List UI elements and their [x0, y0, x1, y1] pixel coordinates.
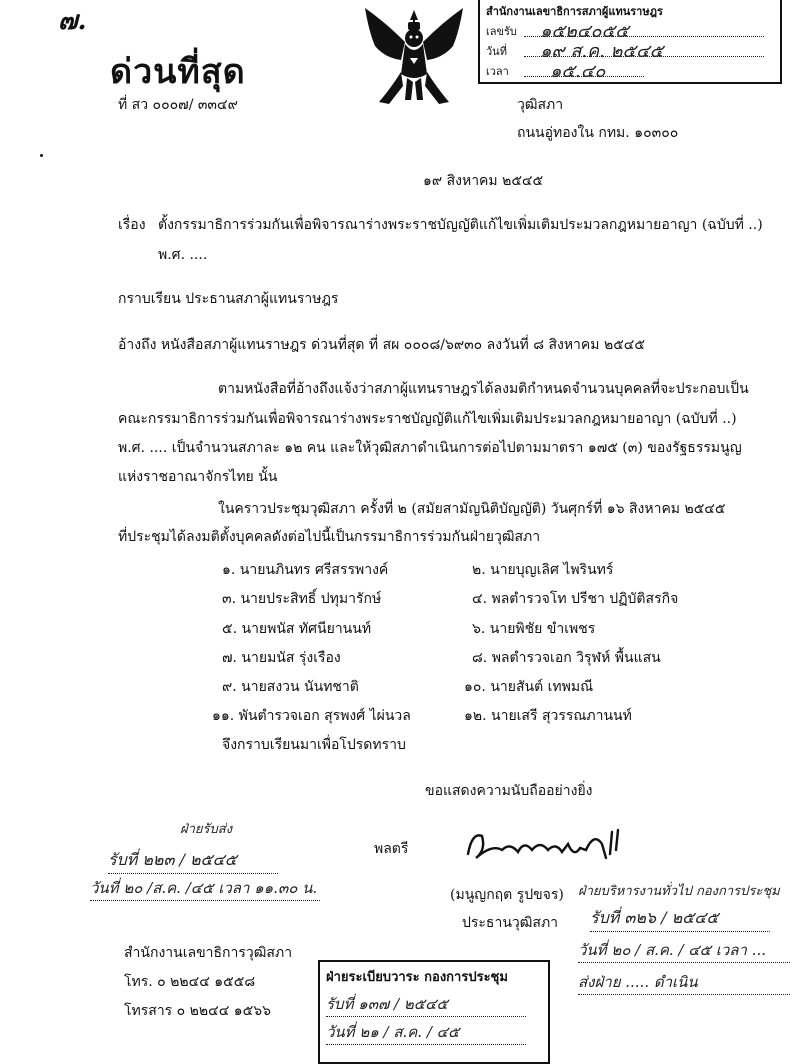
receipt-dotted-line-1	[524, 36, 764, 37]
member-right-12: ๑๒. นายเสรี สุวรรณภานนท์	[464, 708, 632, 724]
subject-label: เรื่อง	[118, 217, 146, 233]
reference: อ้างถึง หนังสือสภาผู้แทนราษฎร ด่วนที่สุด ที่ สผ ๐๐๐๘/๖๙๓๐ ลงวันที่ ๘ สิงหาคม ๒๕๔๕	[118, 337, 645, 353]
footer-phone: โทร. ๐ ๒๒๔๔ ๑๕๕๘	[124, 974, 256, 990]
member-left-9: ๙. นายสงวน นันทชาติ	[222, 679, 359, 695]
para1-line-4: แห่งราชอาณาจักรไทย นั้น	[118, 469, 278, 485]
bottom-stamp-line-2: วันที่ ๒๑ / ส.ค. / ๔๕	[326, 1020, 526, 1045]
signer-rank: พลตรี	[374, 841, 409, 857]
left-note-line-2: วันที่ ๒๐ /ส.ค. /๔๕ เวลา ๑๑.๓๐ น.	[90, 876, 320, 901]
garuda-emblem	[355, 2, 473, 112]
letter-date: ๑๙ สิงหาคม ๒๕๔๕	[423, 173, 544, 189]
receipt-time-label: เวลา	[486, 65, 509, 78]
right-note-heading: ฝ่ายบริหารงานทั่วไป กองการประชุม	[578, 884, 780, 899]
scan-speck	[40, 154, 43, 157]
urgency-heading: ด่วนที่สุด	[110, 52, 246, 92]
footer-office: สำนักงานเลขาธิการวุฒิสภา	[124, 945, 293, 961]
receipt-dotted-line-2	[524, 56, 764, 57]
receipt-stamp-header: สำนักงานเลขาธิการสภาผู้แทนราษฎร	[486, 5, 663, 18]
member-right-6: ๖. นายพิชัย ขำเพชร	[472, 621, 596, 637]
subject-line-2: พ.ศ. ....	[158, 247, 208, 263]
footer-fax: โทรสาร ๐ ๒๒๔๔ ๑๕๖๖	[124, 1003, 271, 1019]
member-left-1: ๑. นายนภินทร ศรีสรรพางค์	[222, 562, 389, 578]
left-note-heading: ฝ่ายรับส่ง	[180, 822, 233, 837]
right-note-line-1: รับที่ ๓๒๖ / ๒๕๔๕	[590, 906, 770, 932]
sender-org: วุฒิสภา	[517, 97, 564, 113]
receipt-date-value: ๑๙ ส.ค. ๒๕๔๕	[540, 41, 664, 62]
member-right-10: ๑๐. นายสันต์ เทพมณี	[464, 679, 594, 695]
para1-line-1: ตามหนังสือที่อ้างถึงแจ้งว่าสภาผู้แทนราษฎรได้ลงมติกำหนดจำนวนบุคคลที่จะประกอบเป็น	[218, 381, 749, 397]
receipt-time-value: ๑๕.๔๐	[550, 61, 606, 82]
bottom-stamp-header: ฝ่ายระเบียบวาระ กองการประชุม	[326, 970, 508, 985]
member-left-5: ๕. นายพนัส ทัศนียานนท์	[222, 621, 372, 637]
page-mark: ๗.	[58, 6, 87, 36]
member-right-2: ๒. นายบุญเลิศ ไพรินทร์	[472, 562, 614, 578]
signer-title: ประธานวุฒิสภา	[462, 915, 559, 931]
right-note-line-2: วันที่ ๒๐ / ส.ค. / ๔๕ เวลา ...	[578, 938, 790, 963]
receipt-date-label: วันที่	[486, 45, 507, 58]
receipt-no-label: เลขรับ	[486, 25, 517, 38]
document-number: ที่ สว ๐๐๐๗/ ๓๓๔๙	[118, 97, 238, 113]
receipt-no-value: ๑๕๒๔๐๕๕	[540, 21, 629, 42]
sender-address: ถนนอู่ทองใน กทม. ๑๐๓๐๐	[517, 125, 679, 141]
salutation: กราบเรียน ประธานสภาผู้แทนราษฎร	[118, 291, 339, 307]
bottom-stamp-line-1: รับที่ ๑๓๗ / ๒๕๔๕	[326, 992, 526, 1017]
member-left-7: ๗. นายมนัส รุ่งเรือง	[222, 650, 341, 666]
para1-line-2: คณะกรรมาธิการร่วมกันเพื่อพิจารณาร่างพระราชบัญญัติแก้ไขเพิ่มเติมประมวลกฎหมายอาญา (ฉบับที่ ..)	[118, 411, 737, 427]
regards: ขอแสดงความนับถืออย่างยิ่ง	[425, 783, 593, 799]
para2-line-1: ในคราวประชุมวุฒิสภา ครั้งที่ ๒ (สมัยสามัญนิติบัญญัติ) วันศุกร์ที่ ๑๖ สิงหาคม ๒๕๔๕	[218, 501, 726, 517]
member-left-3: ๓. นายประสิทธิ์ ปทุมารักษ์	[222, 591, 382, 607]
receipt-dotted-line-3	[524, 76, 644, 77]
bottom-stamp	[318, 960, 550, 1064]
member-right-4: ๔. พลตำรวจโท ปรีชา ปฏิบัติสรกิจ	[472, 591, 679, 607]
subject-line-1: ตั้งกรรมาธิการร่วมกันเพื่อพิจารณาร่างพระราชบัญญัติแก้ไขเพิ่มเติมประมวลกฎหมายอาญา (ฉบับที่ ..)	[158, 217, 763, 233]
signer-name: (มนูญกฤต รูปขจร)	[450, 887, 564, 903]
receipt-stamp	[478, 0, 782, 84]
member-right-8: ๘. พลตำรวจเอก วิรุฬห์ พื้นแสน	[472, 650, 661, 666]
right-note-line-3: ส่งฝ่าย ..... ดำเนิน	[578, 970, 790, 995]
para2-line-2: ที่ประชุมได้ลงมติตั้งบุคคลดังต่อไปนี้เป็นกรรมาธิการร่วมกันฝ่ายวุฒิสภา	[118, 529, 541, 545]
left-note-line-1: รับที่ ๒๒๓ / ๒๕๔๕	[108, 848, 278, 874]
closing-request: จึงกราบเรียนมาเพื่อโปรดทราบ	[222, 737, 406, 753]
member-left-11: ๑๑. พันตำรวจเอก สุรพงศ์ ไผ่นวล	[212, 708, 411, 724]
para1-line-3: พ.ศ. .... เป็นจำนวนสภาละ ๑๒ คน และให้วุฒิสภาดำเนินการต่อไปตามมาตรา ๑๗๕ (๓) ของรัฐธรรมนูญ	[118, 440, 742, 456]
signature-drawing	[462, 814, 632, 874]
